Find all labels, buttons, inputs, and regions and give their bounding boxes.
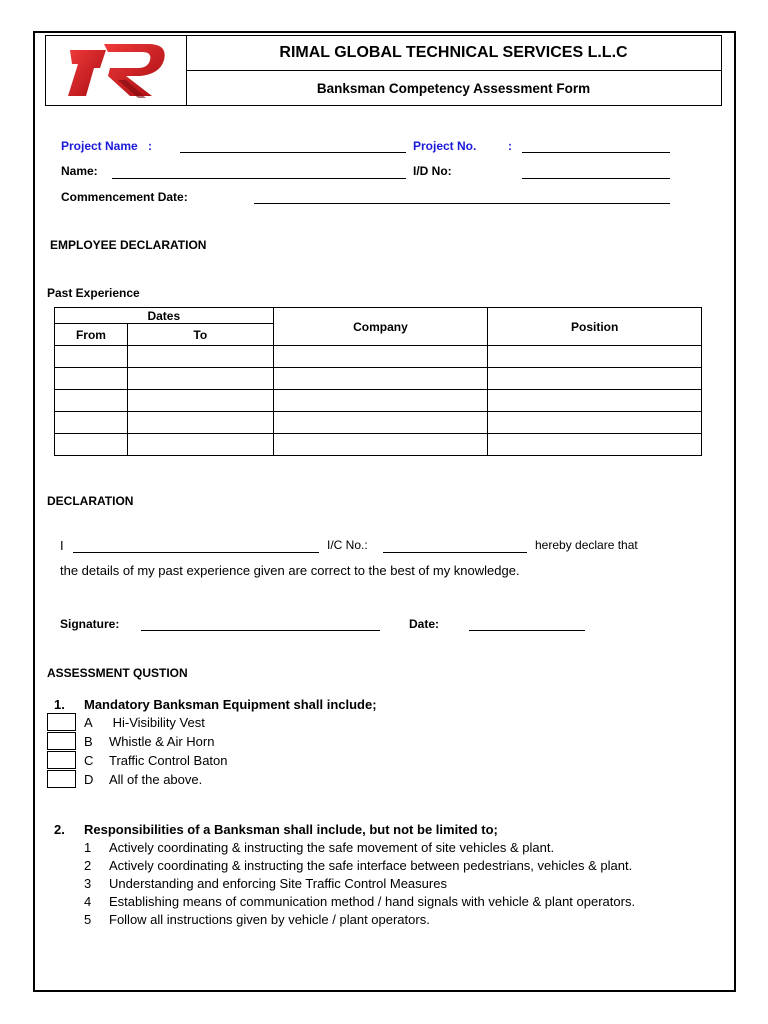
q2-item-text: Actively coordinating & instructing the safe movement of site vehicles & plant. (109, 840, 555, 855)
company-name: RIMAL GLOBAL TECHNICAL SERVICES L.L.C (279, 44, 628, 61)
declaration-heading: DECLARATION (47, 494, 134, 508)
dates-header: Dates (55, 308, 274, 324)
q2-item-text: Establishing means of communication method / hand signals with vehicle & plant operators. (109, 894, 636, 909)
declarant-name-field[interactable] (73, 552, 319, 553)
table-row (55, 346, 702, 368)
ic-label: I/C No.: (327, 538, 368, 552)
q2-item-text: Follow all instructions given by vehicle / plant operators. (109, 912, 430, 927)
company-cell[interactable] (273, 346, 488, 368)
q2-item-number: 2 (84, 858, 92, 873)
company-cell[interactable] (273, 434, 488, 456)
table-row (55, 390, 702, 412)
from-cell[interactable] (55, 346, 128, 368)
name-field[interactable] (112, 178, 406, 179)
to-cell[interactable] (127, 434, 273, 456)
company-header: Company (273, 308, 488, 346)
company-cell[interactable] (273, 412, 488, 434)
from-cell[interactable] (55, 412, 128, 434)
assessment-heading: ASSESSMENT QUSTION (47, 666, 188, 680)
q2-item-number: 1 (84, 840, 92, 855)
to-cell[interactable] (127, 412, 273, 434)
id-label: I/D No: (413, 164, 452, 178)
position-cell[interactable] (488, 412, 702, 434)
from-cell[interactable] (55, 390, 128, 412)
q2-item-number: 4 (84, 894, 92, 909)
q1-option-a-letter: A (84, 715, 93, 730)
q1-option-b-letter: B (84, 734, 93, 749)
q1-checkbox-a[interactable] (47, 713, 76, 731)
q2-text: Responsibilities of a Banksman shall include, but not be limited to; (84, 822, 498, 837)
position-cell[interactable] (488, 434, 702, 456)
q1-option-b-text: Whistle & Air Horn (109, 734, 215, 749)
q2-number: 2. (54, 822, 65, 837)
past-experience-table (54, 307, 702, 456)
q1-option-d-letter: D (84, 772, 94, 787)
project-no-colon: : (508, 139, 512, 153)
past-experience-heading: Past Experience (47, 286, 140, 300)
company-cell[interactable] (273, 368, 488, 390)
from-cell[interactable] (55, 434, 128, 456)
to-cell[interactable] (127, 346, 273, 368)
q1-option-d-text: All of the above. (109, 772, 203, 787)
from-header: From (55, 324, 128, 346)
name-label: Name: (61, 164, 98, 178)
q2-item-text: Actively coordinating & instructing the safe interface between pedestrians, vehicles & plant. (109, 858, 633, 873)
q1-option-c-text: Traffic Control Baton (109, 753, 228, 768)
position-cell[interactable] (488, 346, 702, 368)
q1-checkbox-c[interactable] (47, 751, 76, 769)
project-no-label: Project No. (413, 139, 477, 153)
position-cell[interactable] (488, 390, 702, 412)
q1-option-c-letter: C (84, 753, 94, 768)
q1-checkbox-b[interactable] (47, 732, 76, 750)
commencement-field[interactable] (254, 203, 670, 204)
position-cell[interactable] (488, 368, 702, 390)
to-header: To (127, 324, 273, 346)
q1-checkbox-d[interactable] (47, 770, 76, 788)
employee-declaration-heading: EMPLOYEE DECLARATION (50, 238, 207, 252)
hereby-text: hereby declare that (535, 538, 638, 552)
q2-item-number: 3 (84, 876, 92, 891)
q2-item-number: 5 (84, 912, 92, 927)
ic-field[interactable] (383, 552, 527, 553)
project-no-field[interactable] (522, 152, 670, 153)
commencement-label: Commencement Date: (61, 190, 188, 204)
q2-item-text: Understanding and enforcing Site Traffic Control Measures (109, 876, 447, 891)
form-title: Banksman Competency Assessment Form (316, 81, 591, 96)
date-label: Date: (409, 617, 440, 631)
declaration-statement: the details of my past experience given are correct to the best of my knowledge. (60, 563, 520, 578)
table-row (55, 368, 702, 390)
to-cell[interactable] (127, 390, 273, 412)
project-name-colon: : (148, 139, 152, 153)
project-name-field[interactable] (180, 152, 406, 153)
table-row (55, 434, 702, 456)
project-name-label: Project Name (61, 139, 138, 153)
company-cell[interactable] (273, 390, 488, 412)
q1-number: 1. (54, 697, 65, 712)
rimal-r-logo-icon (64, 40, 172, 102)
table-row (55, 412, 702, 434)
to-cell[interactable] (127, 368, 273, 390)
from-cell[interactable] (55, 368, 128, 390)
table-header-row (55, 308, 702, 324)
form-header (45, 35, 722, 106)
signature-field[interactable] (141, 630, 380, 631)
id-field[interactable] (522, 178, 670, 179)
q1-text: Mandatory Banksman Equipment shall include; (84, 697, 377, 712)
declaration-i: I (60, 538, 64, 553)
date-field[interactable] (469, 630, 585, 631)
signature-label: Signature: (60, 617, 120, 631)
position-header: Position (488, 308, 702, 346)
q1-option-a-text: Hi-Visibility Vest (109, 715, 205, 730)
